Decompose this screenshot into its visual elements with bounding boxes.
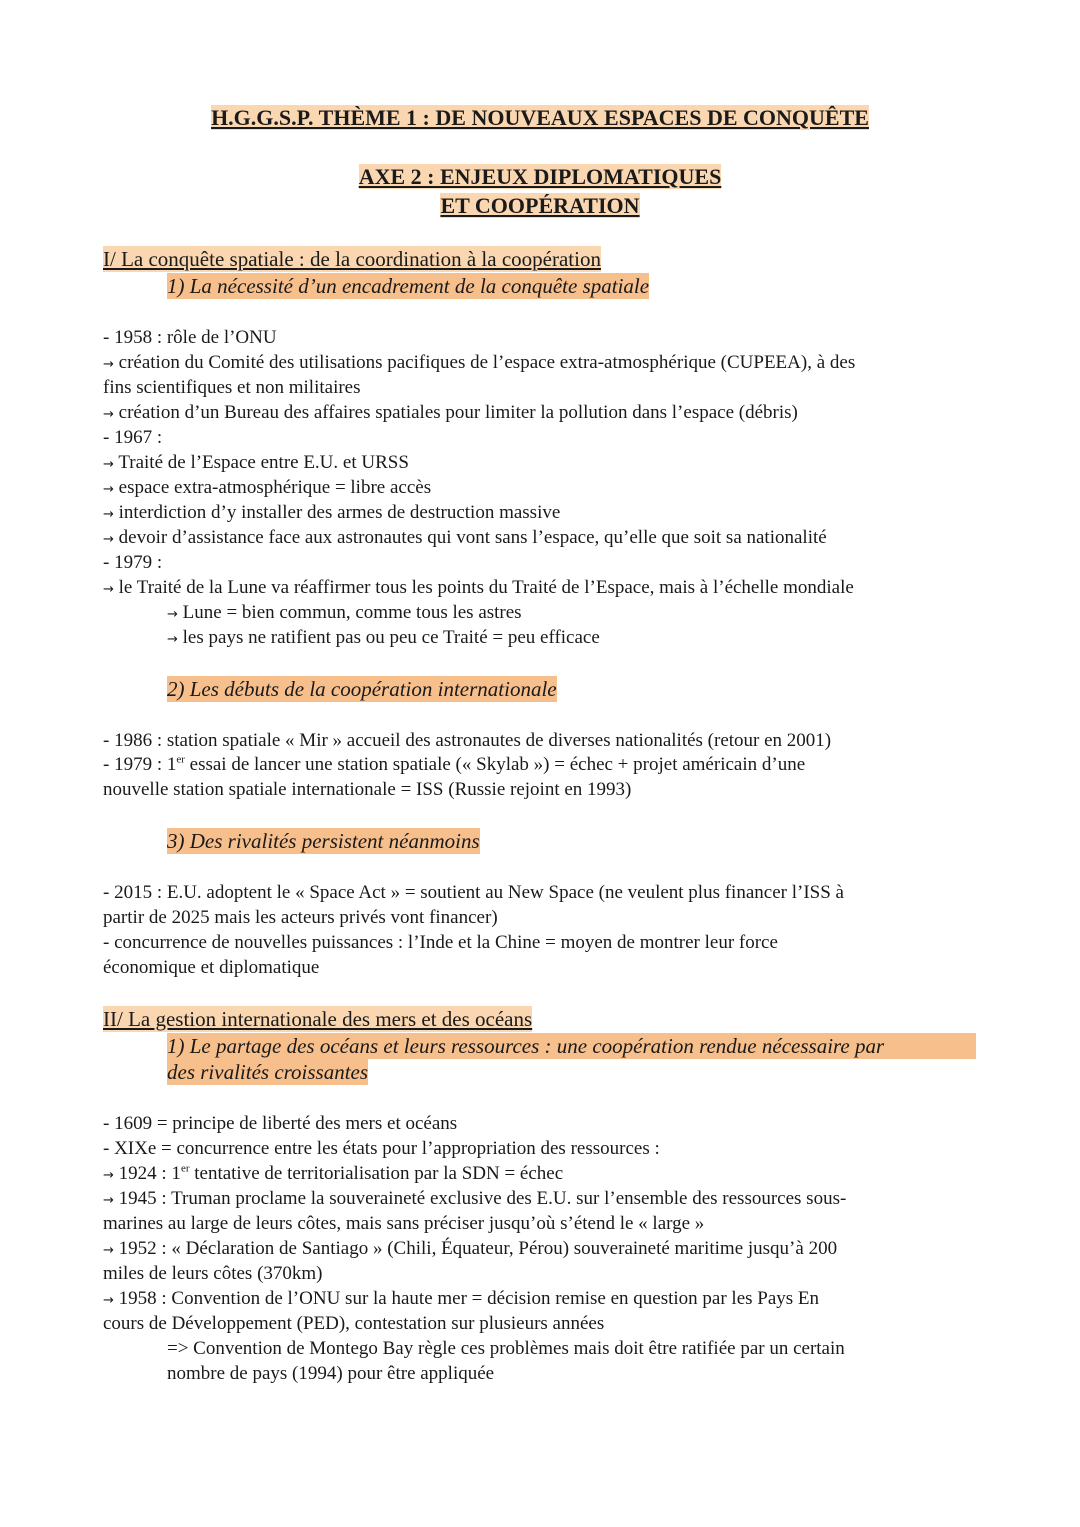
arrow-icon: → <box>103 357 114 372</box>
arrow-icon: → <box>167 632 178 647</box>
text-line: - 1979 : 1er essai de lancer une station spatiale (« Skylab ») = échec + projet américain d’une <box>103 753 806 775</box>
axe-title-row-1 <box>0 163 1080 191</box>
text-line: → devoir d’assistance face aux astronautes qui vont sans l’espace, qu’elle que soit sa nationalité <box>103 527 827 548</box>
text-line: → 1952 : « Déclaration de Santiago » (Chili, Équateur, Pérou) souveraineté maritime jusqu’à 200 <box>103 1238 838 1259</box>
arrow-icon: → <box>103 457 114 472</box>
text-line: nouvelle station spatiale internationale = ISS (Russie rejoint en 1993) <box>103 779 632 800</box>
arrow-icon: → <box>103 1168 114 1183</box>
text-line: → création d’un Bureau des affaires spatiales pour limiter la pollution dans l’espace (débris) <box>103 402 798 423</box>
text-line: → 1945 : Truman proclame la souveraineté exclusive des E.U. sur l’ensemble des ressources sous- <box>103 1188 847 1209</box>
axe-title-line-1: AXE 2 : ENJEUX DIPLOMATIQUES <box>358 164 722 189</box>
arrow-icon: → <box>103 1243 114 1258</box>
arrow-icon: → <box>103 532 114 547</box>
subsection-title-2-1-line-1: 1) Le partage des océans et leurs ressources : une coopération rendue nécessaire par <box>167 1033 976 1059</box>
text-line: - 1609 = principe de liberté des mers et océans <box>103 1113 458 1134</box>
text-line: - concurrence de nouvelles puissances : l’Inde et la Chine = moyen de montrer leur force <box>103 932 778 953</box>
subsection-title-1-2: 2) Les débuts de la coopération internationale <box>167 677 557 701</box>
text-line: → espace extra-atmosphérique = libre accès <box>103 477 432 498</box>
arrow-icon: → <box>103 1193 114 1208</box>
text-line: partir de 2025 mais les acteurs privés vont financer) <box>103 907 498 928</box>
text-line: → le Traité de la Lune va réaffirmer tous les points du Traité de l’Espace, mais à l’échelle mondiale <box>103 577 854 598</box>
text-line: - XIXe = concurrence entre les états pour l’appropriation des ressources : <box>103 1138 660 1159</box>
axe-title-row-2 <box>0 192 1080 220</box>
text-line: - 1979 : <box>103 552 163 573</box>
text-line: miles de leurs côtes (370km) <box>103 1263 323 1284</box>
text-line: marines au large de leurs côtes, mais sans préciser jusqu’où s’étend le « large » <box>103 1213 705 1234</box>
text-line: - 1967 : <box>103 427 163 448</box>
arrow-icon: → <box>103 482 114 497</box>
arrow-icon: → <box>103 582 114 597</box>
subsection-title-2-1-line-2: des rivalités croissantes <box>167 1060 369 1084</box>
text-line: → Lune = bien commun, comme tous les astres <box>167 602 522 623</box>
subsection-title-1-1: 1) La nécessité d’un encadrement de la conquête spatiale <box>167 274 650 298</box>
document-title: H.G.G.S.P. THÈME 1 : DE NOUVEAUX ESPACES DE CONQUÊTE <box>211 105 869 130</box>
text-line: → interdiction d’y installer des armes de destruction massive <box>103 502 561 523</box>
text-line: → 1924 : 1er tentative de territorialisation par la SDN = échec <box>103 1162 564 1184</box>
text-line: - 2015 : E.U. adoptent le « Space Act » = soutient au New Space (ne veulent plus financer l’ISS à <box>103 882 844 903</box>
subsection-title-1-3: 3) Des rivalités persistent néanmoins <box>167 829 480 853</box>
text-line: économique et diplomatique <box>103 957 320 978</box>
text-line: => Convention de Montego Bay règle ces problèmes mais doit être ratifiée par un certain <box>167 1338 845 1359</box>
text-line: cours de Développement (PED), contestation sur plusieurs années <box>103 1313 605 1334</box>
text-line: - 1986 : station spatiale « Mir » accueil des astronautes de diverses nationalités (retour en 2001) <box>103 730 832 751</box>
axe-title-line-2: ET COOPÉRATION <box>440 193 640 218</box>
section-title-part-2: II/ La gestion internationale des mers et des océans <box>103 1007 533 1031</box>
text-line: nombre de pays (1994) pour être appliquée <box>167 1363 495 1384</box>
text-line: → les pays ne ratifient pas ou peu ce Traité = peu efficace <box>167 627 600 648</box>
section-title-part-1: I/ La conquête spatiale : de la coordination à la coopération <box>103 247 601 271</box>
arrow-icon: → <box>103 1293 114 1308</box>
arrow-icon: → <box>103 407 114 422</box>
text-line: fins scientifiques et non militaires <box>103 377 361 398</box>
text-line: - 1958 : rôle de l’ONU <box>103 327 277 348</box>
document-title-row <box>0 104 1080 132</box>
arrow-icon: → <box>103 507 114 522</box>
arrow-icon: → <box>167 607 178 622</box>
text-line: → 1958 : Convention de l’ONU sur la haute mer = décision remise en question par les Pays En <box>103 1288 820 1309</box>
text-line: → Traité de l’Espace entre E.U. et URSS <box>103 452 409 473</box>
text-line: → création du Comité des utilisations pacifiques de l’espace extra-atmosphérique (CUPEEA), à des <box>103 352 856 373</box>
